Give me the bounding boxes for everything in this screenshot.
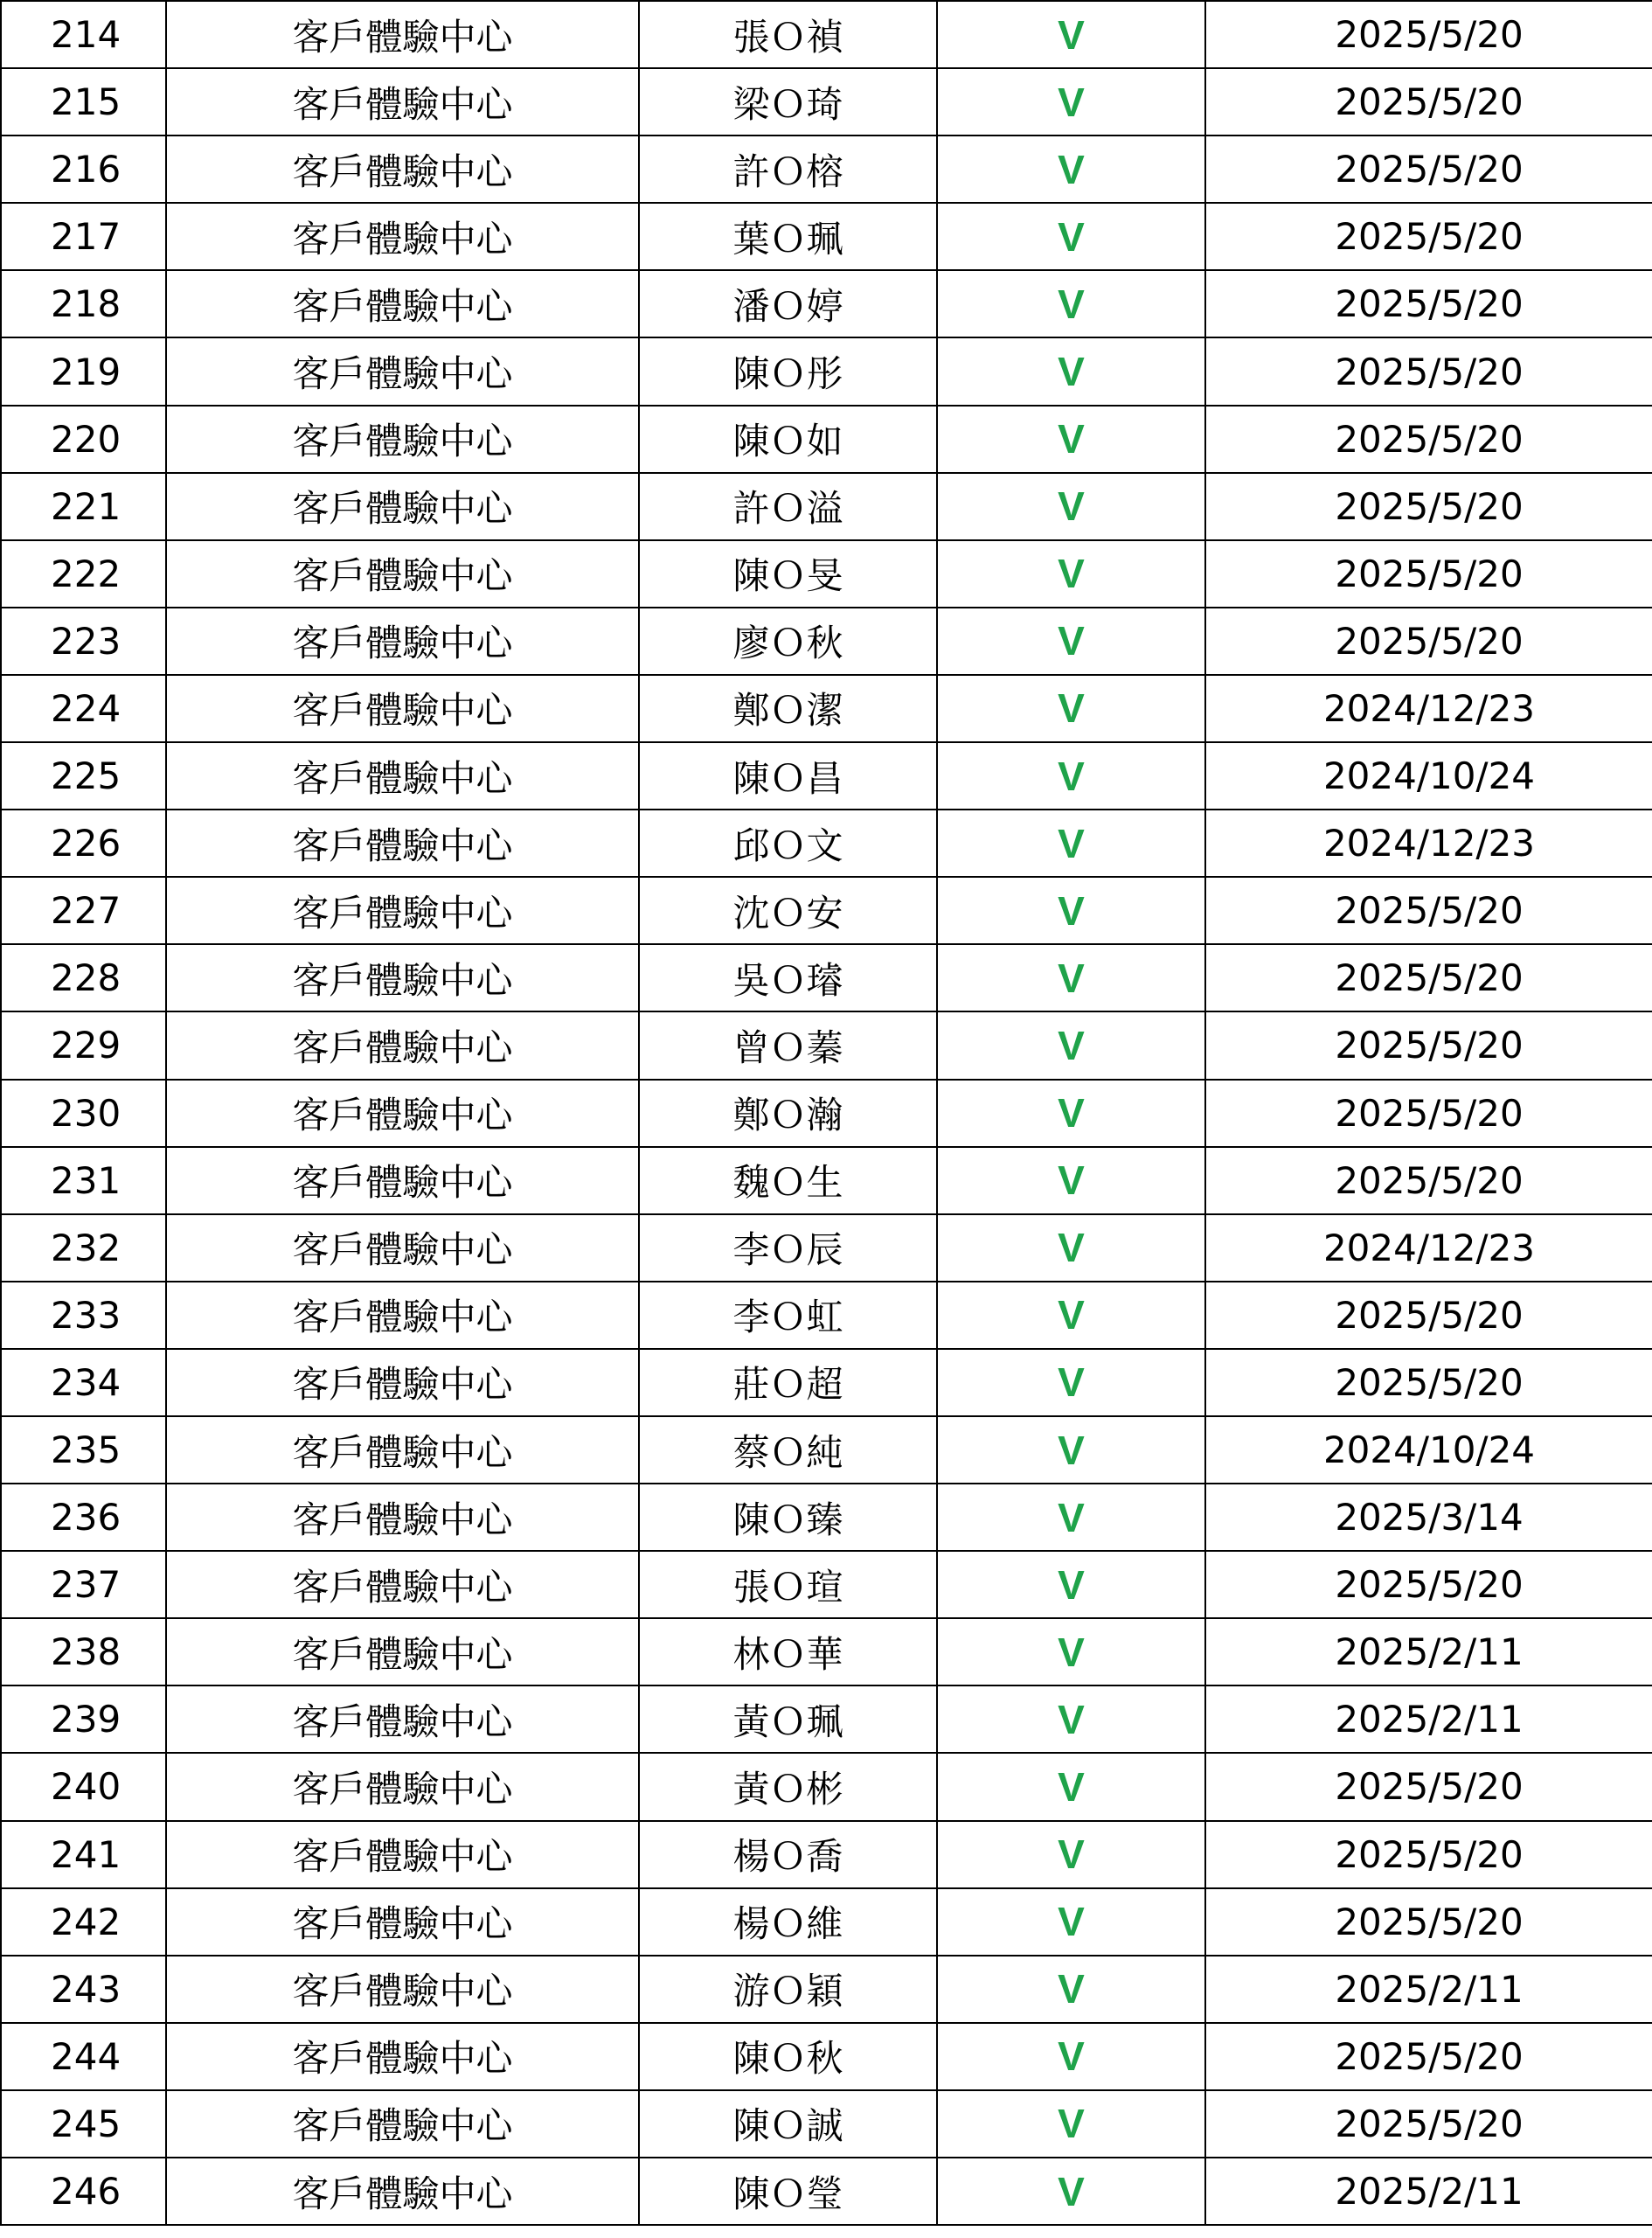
table-row	[1, 675, 1652, 742]
person-name-cell: 蔡Ｏ純	[639, 1416, 937, 1484]
person-name-cell: 黃Ｏ珮	[639, 1685, 937, 1753]
person-name-cell: 楊Ｏ維	[639, 1888, 937, 1956]
table-row	[1, 1416, 1652, 1484]
department-cell: 客戶體驗中心	[166, 1484, 639, 1551]
date-cell: 2025/5/20	[1205, 1282, 1652, 1349]
date-cell: 2025/2/11	[1205, 1618, 1652, 1685]
date-cell: 2024/10/24	[1205, 742, 1652, 810]
department-cell: 客戶體驗中心	[166, 203, 639, 270]
date-cell: 2025/5/20	[1205, 473, 1652, 540]
date-cell: 2025/5/20	[1205, 1080, 1652, 1147]
table-row	[1, 1484, 1652, 1551]
person-name-cell: 陳Ｏ瑩	[639, 2158, 937, 2225]
date-cell: 2025/2/11	[1205, 2158, 1652, 2225]
table-row	[1, 1, 1652, 68]
department-cell: 客戶體驗中心	[166, 406, 639, 473]
table-row	[1, 203, 1652, 270]
check-mark: V	[937, 1282, 1205, 1349]
person-name-cell: 楊Ｏ喬	[639, 1821, 937, 1888]
row-number: 229	[1, 1011, 166, 1079]
check-mark: V	[937, 1753, 1205, 1820]
person-name-cell: 陳Ｏ昌	[639, 742, 937, 810]
person-name-cell: 黃Ｏ彬	[639, 1753, 937, 1820]
date-cell: 2025/5/20	[1205, 540, 1652, 608]
check-mark: V	[937, 742, 1205, 810]
date-cell: 2025/5/20	[1205, 1821, 1652, 1888]
date-cell: 2025/5/20	[1205, 2090, 1652, 2158]
check-mark: V	[937, 2158, 1205, 2225]
person-name-cell: 張Ｏ禎	[639, 1, 937, 68]
check-mark: V	[937, 2090, 1205, 2158]
table-row	[1, 1282, 1652, 1349]
table-row	[1, 608, 1652, 675]
row-number: 225	[1, 742, 166, 810]
date-cell: 2024/12/23	[1205, 1214, 1652, 1282]
check-mark: V	[937, 136, 1205, 203]
table-row	[1, 473, 1652, 540]
check-mark: V	[937, 1551, 1205, 1618]
department-cell: 客戶體驗中心	[166, 1147, 639, 1214]
department-cell: 客戶體驗中心	[166, 2023, 639, 2090]
table-row	[1, 2023, 1652, 2090]
check-mark: V	[937, 203, 1205, 270]
department-cell: 客戶體驗中心	[166, 2158, 639, 2225]
row-number: 220	[1, 406, 166, 473]
department-cell: 客戶體驗中心	[166, 944, 639, 1011]
date-cell: 2025/3/14	[1205, 1484, 1652, 1551]
row-number: 244	[1, 2023, 166, 2090]
person-name-cell: 吳Ｏ璿	[639, 944, 937, 1011]
person-name-cell: 林Ｏ華	[639, 1618, 937, 1685]
person-name-cell: 廖Ｏ秋	[639, 608, 937, 675]
table-row	[1, 810, 1652, 877]
person-name-cell: 李Ｏ辰	[639, 1214, 937, 1282]
date-cell: 2025/5/20	[1205, 270, 1652, 337]
row-number: 230	[1, 1080, 166, 1147]
date-cell: 2025/5/20	[1205, 944, 1652, 1011]
table-row	[1, 1349, 1652, 1416]
check-mark: V	[937, 608, 1205, 675]
check-mark: V	[937, 1080, 1205, 1147]
department-cell: 客戶體驗中心	[166, 1, 639, 68]
row-number: 226	[1, 810, 166, 877]
row-number: 235	[1, 1416, 166, 1484]
department-cell: 客戶體驗中心	[166, 1282, 639, 1349]
date-cell: 2025/5/20	[1205, 406, 1652, 473]
person-name-cell: 游Ｏ穎	[639, 1956, 937, 2023]
department-cell: 客戶體驗中心	[166, 136, 639, 203]
table-row	[1, 1821, 1652, 1888]
check-mark: V	[937, 1888, 1205, 1956]
row-number: 240	[1, 1753, 166, 1820]
department-cell: 客戶體驗中心	[166, 2090, 639, 2158]
check-mark: V	[937, 270, 1205, 337]
row-number: 242	[1, 1888, 166, 1956]
row-number: 228	[1, 944, 166, 1011]
row-number: 243	[1, 1956, 166, 2023]
table-row	[1, 1147, 1652, 1214]
date-cell: 2025/5/20	[1205, 337, 1652, 405]
row-number: 241	[1, 1821, 166, 1888]
row-number: 221	[1, 473, 166, 540]
check-mark: V	[937, 1349, 1205, 1416]
department-cell: 客戶體驗中心	[166, 1685, 639, 1753]
check-mark: V	[937, 1416, 1205, 1484]
department-cell: 客戶體驗中心	[166, 1080, 639, 1147]
department-cell: 客戶體驗中心	[166, 810, 639, 877]
person-name-cell: 梁Ｏ琦	[639, 68, 937, 136]
date-cell: 2024/12/23	[1205, 810, 1652, 877]
department-cell: 客戶體驗中心	[166, 877, 639, 944]
department-cell: 客戶體驗中心	[166, 1214, 639, 1282]
check-mark: V	[937, 1214, 1205, 1282]
date-cell: 2025/5/20	[1205, 203, 1652, 270]
person-name-cell: 許Ｏ溢	[639, 473, 937, 540]
row-number: 223	[1, 608, 166, 675]
person-name-cell: 陳Ｏ誠	[639, 2090, 937, 2158]
check-mark: V	[937, 68, 1205, 136]
person-name-cell: 魏Ｏ生	[639, 1147, 937, 1214]
person-name-cell: 葉Ｏ珮	[639, 203, 937, 270]
row-number: 227	[1, 877, 166, 944]
department-cell: 客戶體驗中心	[166, 742, 639, 810]
row-number: 232	[1, 1214, 166, 1282]
person-name-cell: 陳Ｏ彤	[639, 337, 937, 405]
date-cell: 2025/5/20	[1205, 136, 1652, 203]
row-number: 222	[1, 540, 166, 608]
date-cell: 2025/5/20	[1205, 1011, 1652, 1079]
row-number: 217	[1, 203, 166, 270]
date-cell: 2025/5/20	[1205, 1147, 1652, 1214]
row-number: 238	[1, 1618, 166, 1685]
row-number: 245	[1, 2090, 166, 2158]
person-name-cell: 沈Ｏ安	[639, 877, 937, 944]
check-mark: V	[937, 540, 1205, 608]
check-mark: V	[937, 1956, 1205, 2023]
table-row	[1, 1753, 1652, 1820]
check-mark: V	[937, 1011, 1205, 1079]
check-mark: V	[937, 1685, 1205, 1753]
check-mark: V	[937, 675, 1205, 742]
person-name-cell: 陳Ｏ旻	[639, 540, 937, 608]
roster-body	[1, 1, 1652, 2225]
table-row	[1, 877, 1652, 944]
row-number: 224	[1, 675, 166, 742]
row-number: 231	[1, 1147, 166, 1214]
person-name-cell: 邱Ｏ文	[639, 810, 937, 877]
date-cell: 2025/5/20	[1205, 2023, 1652, 2090]
person-name-cell: 陳Ｏ如	[639, 406, 937, 473]
department-cell: 客戶體驗中心	[166, 608, 639, 675]
table-row	[1, 1011, 1652, 1079]
date-cell: 2025/5/20	[1205, 1888, 1652, 1956]
date-cell: 2025/5/20	[1205, 1551, 1652, 1618]
date-cell: 2025/5/20	[1205, 1753, 1652, 1820]
person-name-cell: 陳Ｏ秋	[639, 2023, 937, 2090]
department-cell: 客戶體驗中心	[166, 1753, 639, 1820]
check-mark: V	[937, 1, 1205, 68]
row-number: 214	[1, 1, 166, 68]
table-row	[1, 1618, 1652, 1685]
row-number: 234	[1, 1349, 166, 1416]
table-row	[1, 337, 1652, 405]
check-mark: V	[937, 877, 1205, 944]
table-row	[1, 406, 1652, 473]
department-cell: 客戶體驗中心	[166, 1011, 639, 1079]
person-name-cell: 鄭Ｏ瀚	[639, 1080, 937, 1147]
department-cell: 客戶體驗中心	[166, 1618, 639, 1685]
row-number: 215	[1, 68, 166, 136]
person-name-cell: 曾Ｏ蓁	[639, 1011, 937, 1079]
department-cell: 客戶體驗中心	[166, 270, 639, 337]
table-row	[1, 1214, 1652, 1282]
department-cell: 客戶體驗中心	[166, 1888, 639, 1956]
check-mark: V	[937, 1821, 1205, 1888]
check-mark: V	[937, 1484, 1205, 1551]
department-cell: 客戶體驗中心	[166, 68, 639, 136]
date-cell: 2025/5/20	[1205, 877, 1652, 944]
table-row	[1, 136, 1652, 203]
person-name-cell: 陳Ｏ臻	[639, 1484, 937, 1551]
table-row	[1, 1685, 1652, 1753]
person-name-cell: 鄭Ｏ潔	[639, 675, 937, 742]
table-row	[1, 1080, 1652, 1147]
table-row	[1, 742, 1652, 810]
person-name-cell: 許Ｏ榕	[639, 136, 937, 203]
row-number: 246	[1, 2158, 166, 2225]
row-number: 237	[1, 1551, 166, 1618]
table-row	[1, 68, 1652, 136]
department-cell: 客戶體驗中心	[166, 337, 639, 405]
table-row	[1, 1888, 1652, 1956]
department-cell: 客戶體驗中心	[166, 1416, 639, 1484]
department-cell: 客戶體驗中心	[166, 473, 639, 540]
person-name-cell: 李Ｏ虹	[639, 1282, 937, 1349]
department-cell: 客戶體驗中心	[166, 1551, 639, 1618]
date-cell: 2025/2/11	[1205, 1685, 1652, 1753]
date-cell: 2024/12/23	[1205, 675, 1652, 742]
row-number: 239	[1, 1685, 166, 1753]
table-row	[1, 2090, 1652, 2158]
check-mark: V	[937, 337, 1205, 405]
table-row	[1, 2158, 1652, 2225]
person-name-cell: 潘Ｏ婷	[639, 270, 937, 337]
date-cell: 2025/5/20	[1205, 608, 1652, 675]
department-cell: 客戶體驗中心	[166, 1349, 639, 1416]
row-number: 236	[1, 1484, 166, 1551]
table-row	[1, 540, 1652, 608]
date-cell: 2025/5/20	[1205, 1349, 1652, 1416]
person-name-cell: 張Ｏ瑄	[639, 1551, 937, 1618]
check-mark: V	[937, 473, 1205, 540]
date-cell: 2025/5/20	[1205, 1, 1652, 68]
check-mark: V	[937, 810, 1205, 877]
table-row	[1, 1551, 1652, 1618]
department-cell: 客戶體驗中心	[166, 540, 639, 608]
department-cell: 客戶體驗中心	[166, 1821, 639, 1888]
check-mark: V	[937, 1618, 1205, 1685]
row-number: 216	[1, 136, 166, 203]
date-cell: 2025/5/20	[1205, 68, 1652, 136]
date-cell: 2025/2/11	[1205, 1956, 1652, 2023]
person-name-cell: 莊Ｏ超	[639, 1349, 937, 1416]
table-row	[1, 1956, 1652, 2023]
check-mark: V	[937, 2023, 1205, 2090]
check-mark: V	[937, 1147, 1205, 1214]
department-cell: 客戶體驗中心	[166, 1956, 639, 2023]
date-cell: 2024/10/24	[1205, 1416, 1652, 1484]
table-row	[1, 270, 1652, 337]
department-cell: 客戶體驗中心	[166, 675, 639, 742]
row-number: 218	[1, 270, 166, 337]
check-mark: V	[937, 406, 1205, 473]
row-number: 233	[1, 1282, 166, 1349]
table-row	[1, 944, 1652, 1011]
check-mark: V	[937, 944, 1205, 1011]
row-number: 219	[1, 337, 166, 405]
